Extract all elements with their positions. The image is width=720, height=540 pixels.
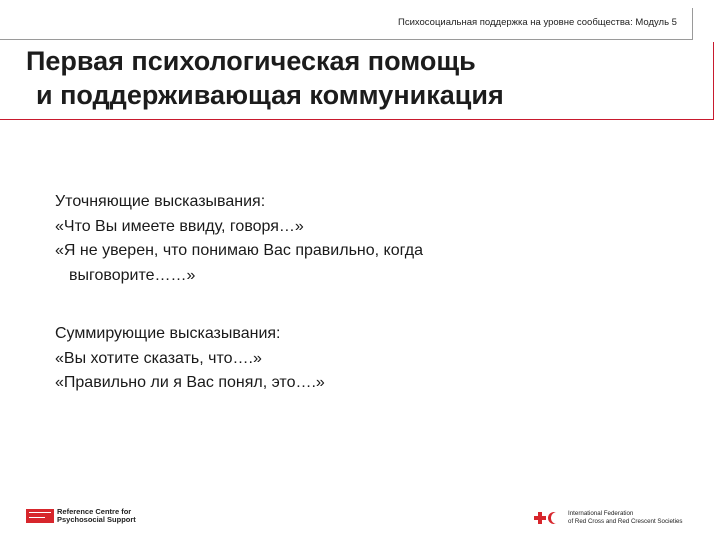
slide-title-line-2: и поддерживающая коммуникация <box>36 80 504 110</box>
ifrc-line-2: of Red Cross and Red Crescent Societies <box>568 517 683 525</box>
header-divider-vertical <box>692 8 693 40</box>
red-cross-icon <box>534 512 546 524</box>
clarifying-heading: Уточняющие высказывания: <box>55 193 266 210</box>
slide-title-line-1: Первая психологическая помощь <box>26 46 476 76</box>
slide-body <box>55 190 423 396</box>
reference-centre-text <box>57 508 136 524</box>
summarizing-heading: Суммирующие высказывания: <box>55 325 281 342</box>
title-divider-horizontal <box>0 119 714 120</box>
reference-centre-logo <box>26 508 136 524</box>
summarizing-example-2: «Правильно ли я Вас понял, это….» <box>55 374 325 391</box>
module-header-text: Психосоциальная поддержка на уровне сообщества: Модуль 5 <box>398 17 677 28</box>
ifrc-logo <box>534 510 683 525</box>
red-crescent-icon <box>551 512 563 524</box>
header-divider-horizontal <box>0 39 693 40</box>
ifrc-text <box>568 510 683 525</box>
reference-centre-line-2: Psychosocial Support <box>57 515 136 524</box>
title-divider-vertical <box>713 42 714 120</box>
reference-centre-logo-icon <box>26 509 54 523</box>
ifrc-line-1: International Federation <box>568 510 634 517</box>
section-spacer <box>55 288 423 322</box>
clarifying-example-2-continuation: выговорите……» <box>69 266 196 284</box>
clarifying-example-1: «Что Вы имеете ввиду, говоря…» <box>55 217 304 235</box>
summarizing-example-1: «Вы хотите сказать, что….» <box>55 349 262 367</box>
reference-centre-line-1: Reference Centre for <box>57 507 132 516</box>
clarifying-example-2: «Я не уверен, что понимаю Вас правильно, когда <box>55 242 423 259</box>
slide-title <box>26 44 504 112</box>
